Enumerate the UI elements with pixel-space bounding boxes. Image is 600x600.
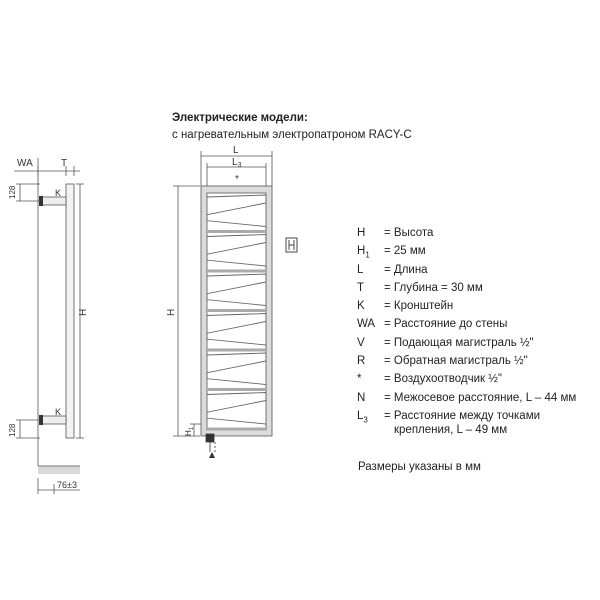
l3-label: $L_3$: [232, 157, 242, 169]
radiator-side-body: [66, 184, 74, 438]
t-label: T: [61, 158, 68, 169]
l-label: L: [233, 145, 239, 156]
diagram-subtitle: с нагревательным электропатроном RACY-C: [172, 129, 412, 141]
depth-dim-label: 76±3: [57, 480, 77, 490]
air-vent-star: *: [235, 174, 239, 185]
dim-128-top: 128: [8, 185, 17, 199]
dim-128-bottom: 128: [8, 423, 17, 437]
side-h-label: H: [78, 308, 89, 316]
h1-label: $H_1$: [184, 426, 195, 436]
wa-label: WA: [17, 158, 33, 169]
front-h-label: H: [166, 308, 177, 316]
bracket-bottom: [40, 416, 66, 424]
k-top-label: K: [55, 188, 62, 198]
k-bottom-label: K: [55, 407, 62, 417]
floor-hatch: [38, 466, 80, 474]
side-view: [14, 158, 84, 494]
bracket-top: [40, 197, 66, 205]
heating-symbol-icon: [286, 238, 297, 252]
diagram-title: Электрические модели:: [172, 112, 308, 124]
heating-element: [206, 434, 215, 458]
units-note: Размеры указаны в мм: [358, 461, 481, 473]
